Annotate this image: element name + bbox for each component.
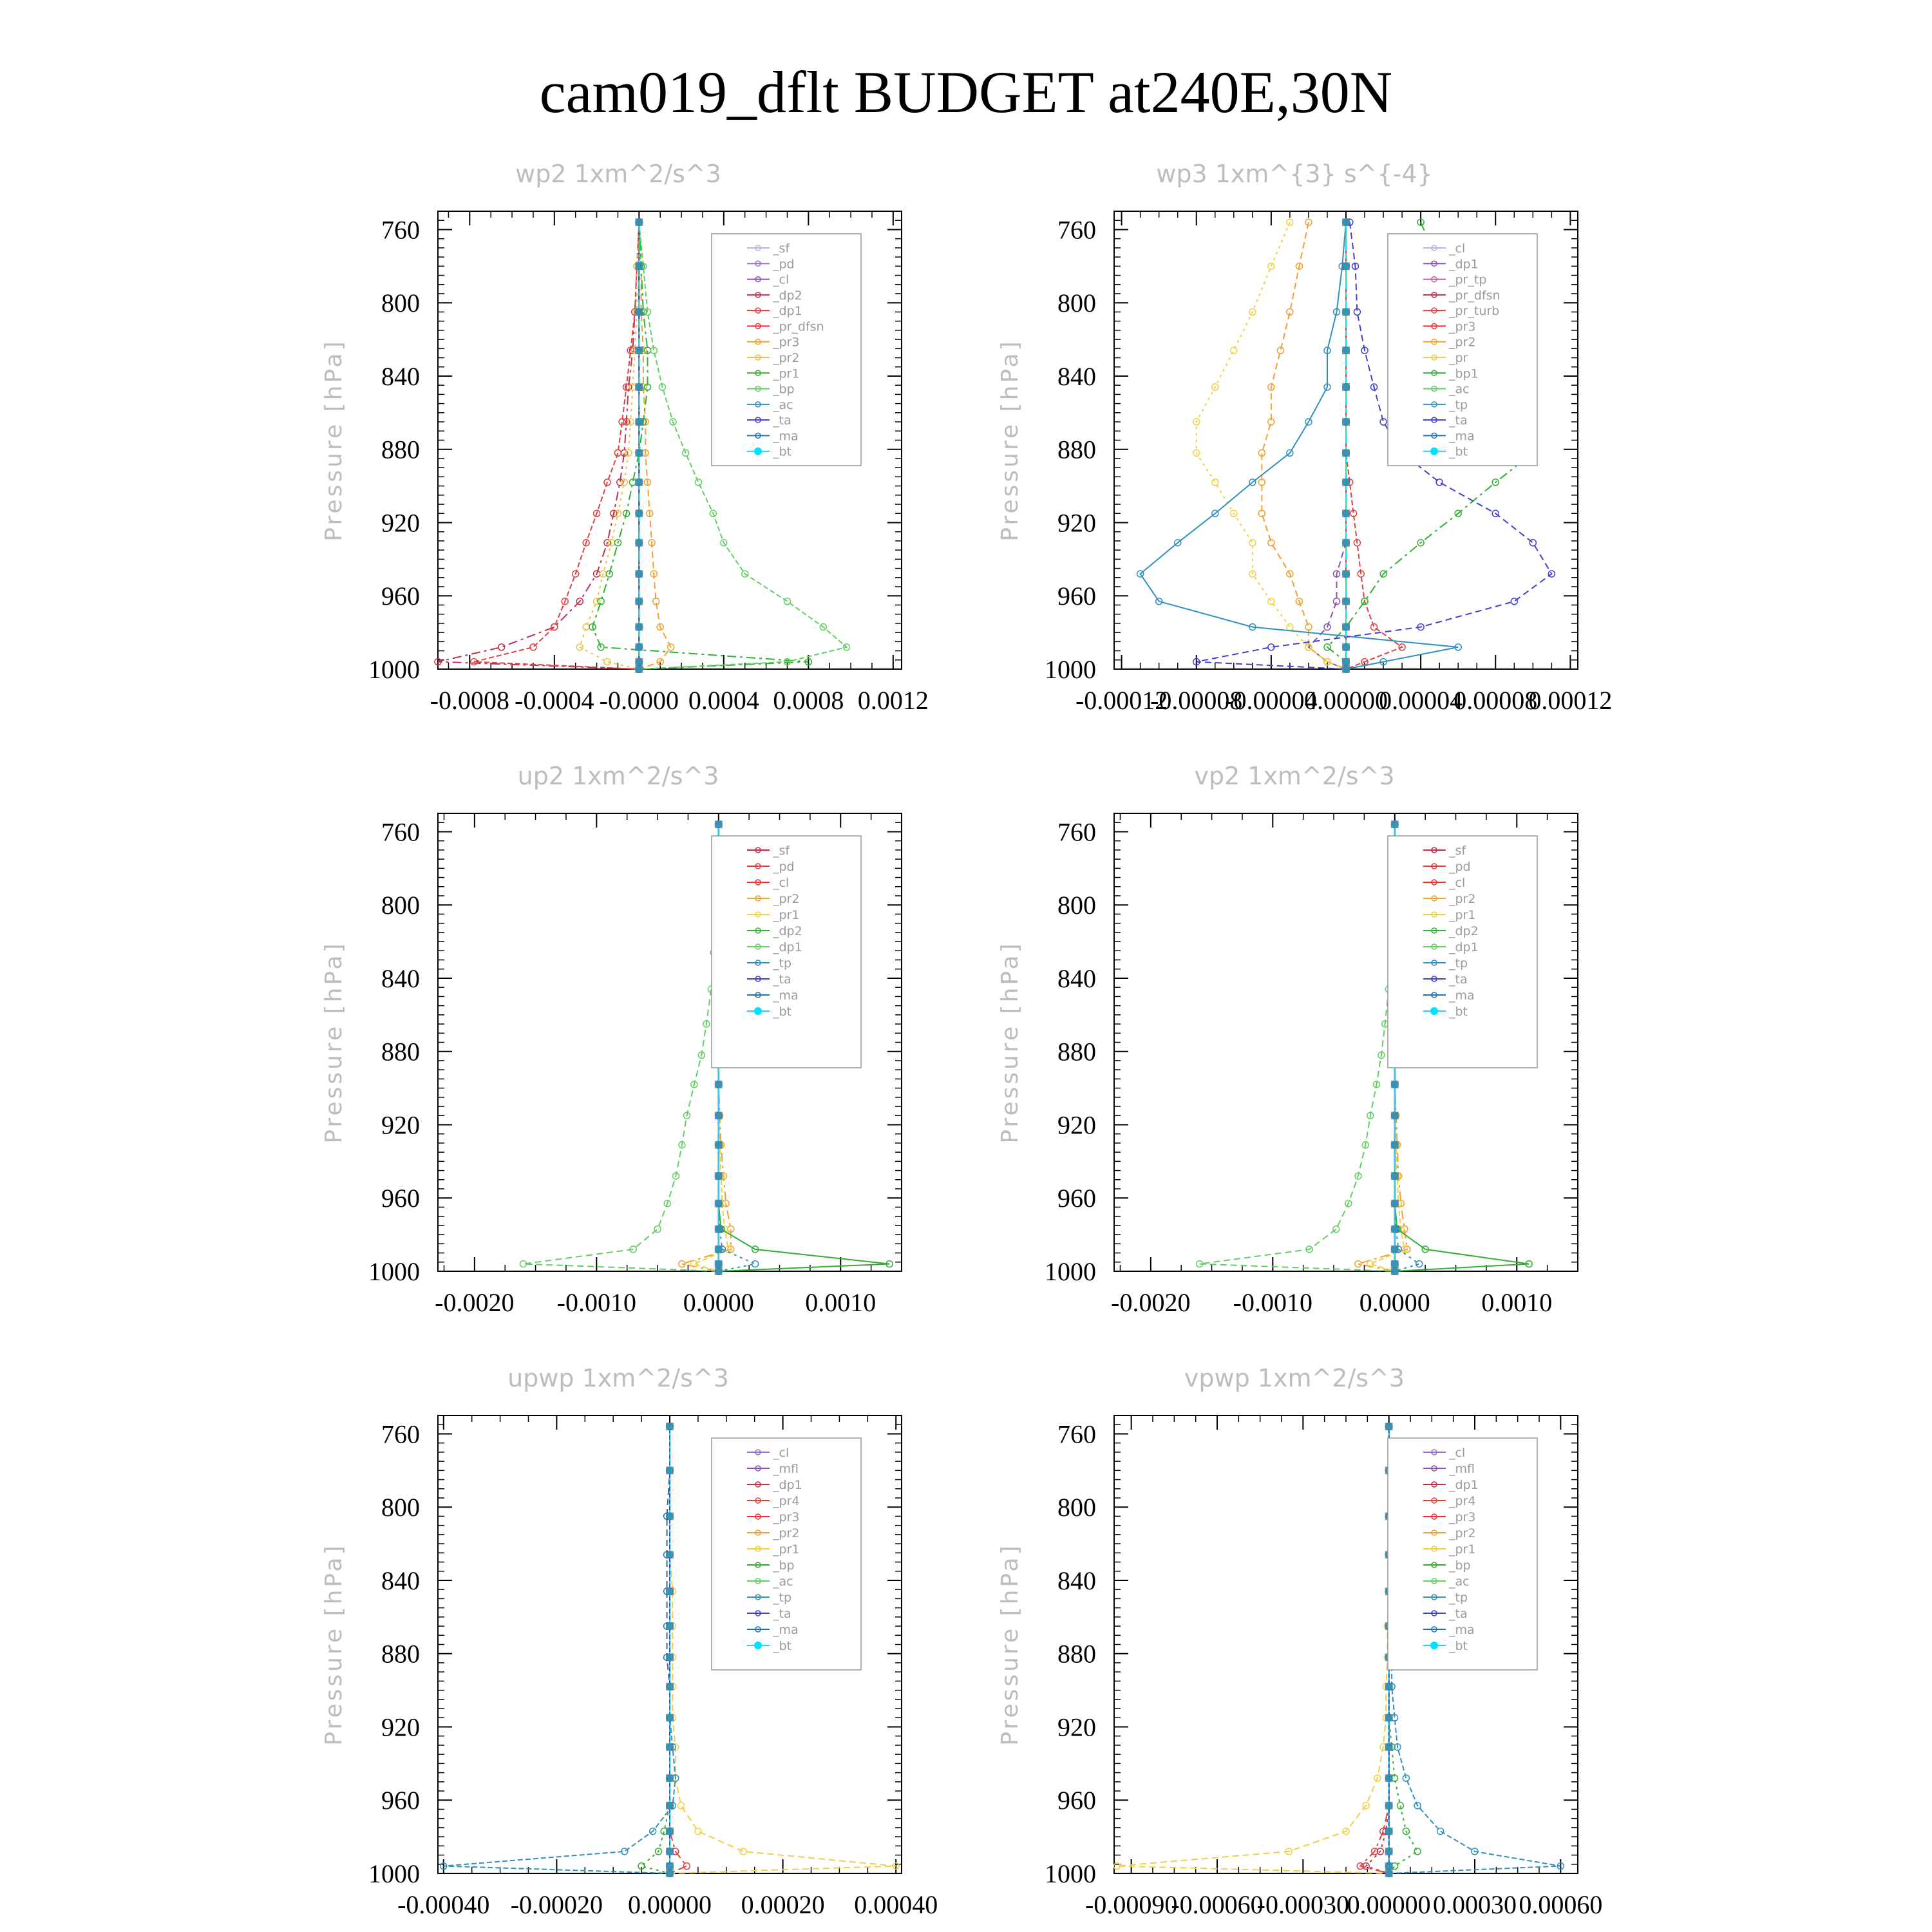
data-point <box>1391 1260 1399 1268</box>
x-tick-label: 0.00012 <box>1528 686 1613 715</box>
data-point <box>1342 308 1350 316</box>
legend-marker <box>1430 448 1438 455</box>
legend-label-pr1: _pr1 <box>1449 1542 1476 1557</box>
data-point <box>1391 1081 1399 1088</box>
x-tick-label: 0.0012 <box>857 686 929 715</box>
y-axis-label: Pressure [hPa] <box>997 941 1023 1144</box>
legend-label-dp1: _dp1 <box>773 1478 802 1492</box>
data-point <box>1414 1848 1421 1855</box>
data-point <box>695 1828 701 1835</box>
data-point <box>715 1081 723 1088</box>
x-tick-label: -0.0010 <box>556 1288 636 1317</box>
data-point <box>635 262 643 270</box>
data-point <box>1305 624 1312 630</box>
y-tick-label: 800 <box>381 891 420 920</box>
legend-label-bt: _bt <box>773 1639 792 1653</box>
legend-label-cl: _cl <box>773 876 790 890</box>
series-line-dp1 <box>474 222 639 669</box>
legend-label-pr4: _pr4 <box>1449 1494 1476 1508</box>
data-point <box>1249 540 1256 546</box>
y-tick-label: 800 <box>381 1493 420 1522</box>
legend-label-ac: _ac <box>773 1575 793 1589</box>
x-tick-label: -0.00030 <box>1256 1890 1349 1919</box>
data-point <box>1268 263 1274 269</box>
legend-label-tp: _tp <box>773 1591 792 1605</box>
data-point <box>1342 449 1350 457</box>
x-tick-label: -0.0020 <box>1111 1288 1191 1317</box>
data-point <box>635 509 643 517</box>
y-tick-label: 960 <box>381 582 420 611</box>
data-point <box>1385 1828 1393 1835</box>
series-line-dp1 <box>1200 824 1395 1271</box>
x-tick-label: 0.0000 <box>1359 1288 1430 1317</box>
data-point <box>1391 1226 1399 1233</box>
data-point <box>635 665 643 673</box>
y-tick-label: 920 <box>1057 1712 1096 1742</box>
data-point <box>1342 658 1350 666</box>
data-point <box>1436 479 1443 486</box>
data-point <box>715 1112 723 1119</box>
y-tick-label: 880 <box>1057 1639 1096 1669</box>
legend-marker <box>754 448 762 455</box>
legend-label-sf: _sf <box>773 844 790 858</box>
data-point <box>635 598 643 605</box>
panel-3 <box>321 762 902 1317</box>
legend-label-ma: _ma <box>1449 989 1475 1003</box>
data-point <box>551 624 558 630</box>
legend-label-pr2: _pr2 <box>773 892 800 906</box>
data-point <box>715 1226 723 1233</box>
legend-label-dp2: _dp2 <box>1449 924 1479 938</box>
series-line-pr1 <box>1117 1426 1388 1873</box>
legend-label-pr: _pr <box>1449 351 1468 365</box>
data-point <box>1437 1828 1444 1835</box>
x-tick-label: 0.00000 <box>1304 686 1388 715</box>
data-point <box>1385 1423 1393 1430</box>
y-tick-label: 840 <box>381 361 420 391</box>
data-point <box>678 1803 685 1809</box>
x-tick-label: 0.0010 <box>805 1288 876 1317</box>
y-tick-label: 960 <box>1057 1184 1096 1213</box>
y-tick-label: 960 <box>381 1786 420 1815</box>
legend-label-pr3: _pr3 <box>1449 319 1476 334</box>
legend-label-pr2: _pr2 <box>1449 1526 1476 1540</box>
y-tick-label: 880 <box>381 435 420 464</box>
legend-marker <box>1430 1007 1438 1015</box>
y-tick-label: 840 <box>381 1566 420 1595</box>
legend-label-pr1: _pr1 <box>773 908 800 922</box>
panel-title: vpwp 1xm^2/s^3 <box>1184 1364 1405 1392</box>
legend-label-bt: _bt <box>1449 444 1468 459</box>
panel-title: vp2 1xm^2/s^3 <box>1194 762 1395 790</box>
x-tick-label: 0.0010 <box>1481 1288 1553 1317</box>
legend-label-tp: _tp <box>1449 956 1468 971</box>
y-tick-label: 840 <box>1057 1566 1096 1595</box>
legend-label-pr_dfsn: _pr_dfsn <box>1449 288 1501 303</box>
data-point <box>498 644 505 650</box>
legend-label-bt: _bt <box>773 444 792 459</box>
y-axis-label: Pressure [hPa] <box>321 1543 347 1746</box>
data-point <box>715 1172 723 1180</box>
legend-label-bp1: _bp1 <box>1449 366 1479 381</box>
legend-label-cl: _cl <box>1449 876 1466 890</box>
legend-label-ma: _ma <box>773 989 799 1003</box>
panel-title: up2 1xm^2/s^3 <box>517 762 719 790</box>
y-tick-label: 960 <box>1057 1786 1096 1815</box>
data-point <box>1342 509 1350 517</box>
panel-2 <box>997 160 1612 715</box>
legend-label-cl: _cl <box>773 272 790 287</box>
data-point <box>635 658 643 666</box>
data-point <box>715 820 723 828</box>
data-point <box>1342 418 1350 426</box>
legend-label-cl: _cl <box>1449 242 1466 256</box>
data-point <box>666 1848 674 1855</box>
y-axis-label: Pressure [hPa] <box>321 941 347 1144</box>
panel-6 <box>997 1364 1602 1919</box>
legend-label-ma: _ma <box>773 429 799 444</box>
data-point <box>666 1512 674 1520</box>
panel-title: wp3 1xm^{3} s^{-4} <box>1156 160 1433 188</box>
x-tick-label: 0.00000 <box>1347 1890 1431 1919</box>
y-tick-label: 920 <box>1057 508 1096 538</box>
x-tick-label: 0.00008 <box>1454 686 1538 715</box>
x-tick-label: 0.00040 <box>854 1890 938 1919</box>
data-point <box>1342 598 1350 605</box>
data-point <box>1342 262 1350 270</box>
data-point <box>1391 1245 1399 1253</box>
data-point <box>1391 1172 1399 1180</box>
y-tick-label: 760 <box>1057 817 1096 847</box>
data-point <box>635 643 643 651</box>
y-tick-label: 920 <box>1057 1110 1096 1140</box>
data-point <box>1371 624 1378 630</box>
legend-label-pd: _pd <box>773 257 795 272</box>
data-point <box>635 570 643 578</box>
legend-label-ta: _ta <box>1449 413 1468 428</box>
data-point <box>715 1267 723 1275</box>
legend-marker <box>754 1007 762 1015</box>
legend-label-dp2: _dp2 <box>773 924 802 938</box>
data-point <box>1385 1683 1393 1690</box>
data-point <box>1287 624 1293 630</box>
legend-label-pr_dfsn: _pr_dfsn <box>773 319 824 334</box>
series-line-dp2 <box>438 222 639 669</box>
x-tick-label: 0.00020 <box>741 1890 825 1919</box>
data-point <box>1391 1200 1399 1208</box>
legend-label-pr2: _pr2 <box>773 1526 800 1540</box>
x-tick-label: -0.00040 <box>397 1890 490 1919</box>
data-point <box>666 1551 674 1558</box>
legend-label-pr_tp: _pr_tp <box>1449 272 1487 287</box>
data-point <box>666 1828 674 1835</box>
legend-label-ta: _ta <box>773 972 791 987</box>
data-point <box>1231 347 1237 354</box>
series-line-dp1 <box>1309 222 1346 669</box>
legend-label-ta: _ta <box>773 413 791 428</box>
data-point <box>1342 643 1350 651</box>
data-point <box>635 383 643 391</box>
legend-label-sf: _sf <box>773 242 790 256</box>
data-point <box>1342 346 1350 354</box>
data-point <box>1385 1743 1393 1751</box>
legend-label-ta: _ta <box>1449 972 1468 987</box>
data-point <box>666 1870 674 1877</box>
x-tick-label: 0.0008 <box>773 686 844 715</box>
x-tick-label: 0.0000 <box>683 1288 754 1317</box>
data-point <box>1333 1226 1340 1233</box>
x-tick-label: 0.00060 <box>1519 1890 1603 1919</box>
y-axis-label: Pressure [hPa] <box>321 339 347 542</box>
data-point <box>666 1743 674 1751</box>
y-axis-label: Pressure [hPa] <box>997 1543 1023 1746</box>
legend-label-dp1: _dp1 <box>1449 940 1479 954</box>
panel-4 <box>997 762 1578 1317</box>
data-point <box>1268 598 1274 605</box>
legend-label-tp: _tp <box>1449 397 1468 412</box>
series-line-pr <box>1197 222 1346 669</box>
y-tick-label: 760 <box>381 817 420 847</box>
data-point <box>1385 1802 1393 1810</box>
data-point <box>666 1683 674 1690</box>
y-tick-label: 880 <box>381 1639 420 1669</box>
legend-label-pr1: _pr1 <box>773 1542 800 1557</box>
legend-label-bp: _bp <box>773 382 795 397</box>
legend-label-ma: _ma <box>1449 1623 1475 1637</box>
y-tick-label: 800 <box>1057 289 1096 318</box>
data-point <box>666 1622 674 1630</box>
legend-label-dp2: _dp2 <box>773 288 802 303</box>
data-point <box>635 449 643 457</box>
data-point <box>1342 665 1350 673</box>
y-tick-label: 1000 <box>368 1859 420 1888</box>
y-tick-label: 960 <box>1057 582 1096 611</box>
data-point <box>715 1141 723 1149</box>
y-tick-label: 800 <box>381 289 420 318</box>
x-tick-label: -0.00008 <box>1150 686 1243 715</box>
x-tick-label: 0.00004 <box>1379 686 1463 715</box>
y-tick-label: 760 <box>381 1419 420 1449</box>
x-tick-label: -0.00012 <box>1075 686 1168 715</box>
y-tick-label: 880 <box>381 1037 420 1066</box>
data-point <box>583 624 589 630</box>
y-tick-label: 920 <box>381 1110 420 1140</box>
panel-5 <box>321 1364 938 1919</box>
data-point <box>1391 1267 1399 1275</box>
data-point <box>666 1862 674 1870</box>
data-point <box>752 1261 759 1267</box>
data-point <box>683 1863 690 1870</box>
data-point <box>635 346 643 354</box>
data-point <box>1212 479 1218 486</box>
y-tick-label: 840 <box>1057 361 1096 391</box>
legend-label-pr4: _pr4 <box>773 1494 800 1508</box>
legend-label-bt: _bt <box>1449 1005 1468 1019</box>
data-point <box>1342 539 1350 547</box>
legend-label-bp: _bp <box>773 1558 795 1573</box>
x-tick-label: -0.00060 <box>1171 1890 1264 1919</box>
legend-label-pr1: _pr1 <box>1449 908 1476 922</box>
data-point <box>635 218 643 226</box>
x-tick-label: -0.00004 <box>1225 686 1318 715</box>
y-tick-label: 760 <box>381 215 420 245</box>
data-point <box>1385 1862 1393 1870</box>
series-line-bp <box>641 1426 670 1873</box>
panel-1 <box>321 160 929 715</box>
data-point <box>715 1260 723 1268</box>
data-point <box>654 1226 661 1233</box>
data-point <box>1333 598 1340 605</box>
data-point <box>635 308 643 316</box>
legend-label-dp1: _dp1 <box>773 940 802 954</box>
series-line-pr3 <box>639 222 670 669</box>
data-point <box>715 1245 723 1253</box>
y-tick-label: 920 <box>381 508 420 538</box>
y-tick-label: 880 <box>1057 1037 1096 1066</box>
legend-label-pd: _pd <box>1449 860 1471 874</box>
data-point <box>1342 570 1350 578</box>
legend-label-pr3: _pr3 <box>773 1510 800 1524</box>
data-point <box>1385 1848 1393 1855</box>
legend-label-ta: _ta <box>1449 1607 1468 1621</box>
x-tick-label: 0.0004 <box>688 686 759 715</box>
x-tick-label: -0.0020 <box>435 1288 515 1317</box>
data-point <box>1342 478 1350 486</box>
legend-label-tp: _tp <box>773 956 792 971</box>
legend-label-pd: _pd <box>773 860 795 874</box>
legend-label-cl: _cl <box>1449 1446 1466 1460</box>
legend-label-pr2: _pr2 <box>1449 335 1476 350</box>
data-point <box>666 1714 674 1721</box>
data-point <box>635 478 643 486</box>
y-tick-label: 800 <box>1057 891 1096 920</box>
y-tick-label: 840 <box>1057 963 1096 993</box>
data-point <box>1391 1141 1399 1149</box>
data-point <box>1385 1774 1393 1782</box>
y-tick-label: 760 <box>1057 215 1096 245</box>
data-point <box>1342 218 1350 226</box>
y-tick-label: 880 <box>1057 435 1096 464</box>
data-point <box>1511 598 1517 605</box>
data-point <box>1268 540 1274 546</box>
x-tick-label: -0.0008 <box>430 686 509 715</box>
data-point <box>666 1466 674 1474</box>
legend-label-ma: _ma <box>773 1623 799 1637</box>
legend-label-pr2: _pr2 <box>773 351 800 365</box>
data-point <box>666 1423 674 1430</box>
x-tick-label: -0.0004 <box>515 686 594 715</box>
legend-label-cl: _cl <box>773 1446 790 1460</box>
data-point <box>1391 1112 1399 1119</box>
y-tick-label: 920 <box>381 1712 420 1742</box>
data-point <box>1530 540 1536 546</box>
legend-label-tp: _tp <box>1449 1591 1468 1605</box>
panel-title: upwp 1xm^2/s^3 <box>507 1364 729 1392</box>
y-tick-label: 1000 <box>1045 1257 1096 1286</box>
legend-label-dp1: _dp1 <box>773 304 802 319</box>
x-tick-label: -0.0010 <box>1233 1288 1312 1317</box>
data-point <box>715 1200 723 1208</box>
series-line-tp <box>444 1426 676 1873</box>
series-line-pr2 <box>580 222 639 669</box>
data-point <box>1385 1714 1393 1721</box>
legend-label-pr_turb: _pr_turb <box>1449 304 1500 319</box>
y-axis-label: Pressure [hPa] <box>997 339 1023 542</box>
x-tick-label: 0.00030 <box>1433 1890 1517 1919</box>
x-tick-label: -0.00090 <box>1085 1890 1178 1919</box>
y-tick-label: 760 <box>1057 1419 1096 1449</box>
x-tick-label: -0.0000 <box>599 686 679 715</box>
panel-title: wp2 1xm^2/s^3 <box>515 160 721 188</box>
legend-label-dp1: _dp1 <box>1449 257 1479 272</box>
legend-label-pr1: _pr1 <box>773 366 800 381</box>
x-tick-label: 0.00000 <box>628 1890 712 1919</box>
legend-label-ac: _ac <box>1449 382 1470 397</box>
legend-label-dp1: _dp1 <box>1449 1478 1479 1492</box>
y-tick-label: 840 <box>381 963 420 993</box>
data-point <box>666 1802 674 1810</box>
series-line-dp1 <box>524 824 719 1271</box>
data-point <box>1342 383 1350 391</box>
legend-marker <box>754 1642 762 1649</box>
legend-label-mfl: _mfl <box>773 1462 799 1476</box>
data-point <box>666 1587 674 1595</box>
data-point <box>695 479 701 486</box>
y-tick-label: 800 <box>1057 1493 1096 1522</box>
legend-label-ta: _ta <box>773 1607 791 1621</box>
data-point <box>1287 219 1293 225</box>
legend-label-pr3: _pr3 <box>773 335 800 350</box>
y-tick-label: 1000 <box>1045 1859 1096 1888</box>
data-point <box>1385 1870 1393 1877</box>
data-point <box>740 1848 746 1855</box>
data-point <box>666 1653 674 1661</box>
page-title: cam019_dflt BUDGET at240E,30N <box>539 59 1393 125</box>
data-point <box>1342 623 1350 631</box>
data-point <box>635 539 643 547</box>
data-point <box>635 623 643 631</box>
data-point <box>598 598 604 605</box>
legend-label-ac: _ac <box>1449 1575 1470 1589</box>
legend-label-ma: _ma <box>1449 429 1475 444</box>
legend-label-sf: _sf <box>1449 844 1466 858</box>
x-tick-label: -0.00020 <box>510 1890 603 1919</box>
legend-label-pr3: _pr3 <box>1449 1510 1476 1524</box>
y-tick-label: 1000 <box>1045 655 1096 684</box>
legend-label-bt: _bt <box>773 1005 792 1019</box>
legend-label-mfl: _mfl <box>1449 1462 1475 1476</box>
data-point <box>635 418 643 426</box>
y-tick-label: 1000 <box>368 655 420 684</box>
legend-label-ac: _ac <box>773 397 793 412</box>
legend-label-bt: _bt <box>1449 1639 1468 1653</box>
y-tick-label: 960 <box>381 1184 420 1213</box>
legend-marker <box>1430 1642 1438 1649</box>
data-point <box>1391 820 1399 828</box>
y-tick-label: 1000 <box>368 1257 420 1286</box>
data-point <box>666 1774 674 1782</box>
legend-label-pr2: _pr2 <box>1449 892 1476 906</box>
legend-label-bp: _bp <box>1449 1558 1471 1573</box>
series-line-pr4 <box>1360 1426 1389 1873</box>
